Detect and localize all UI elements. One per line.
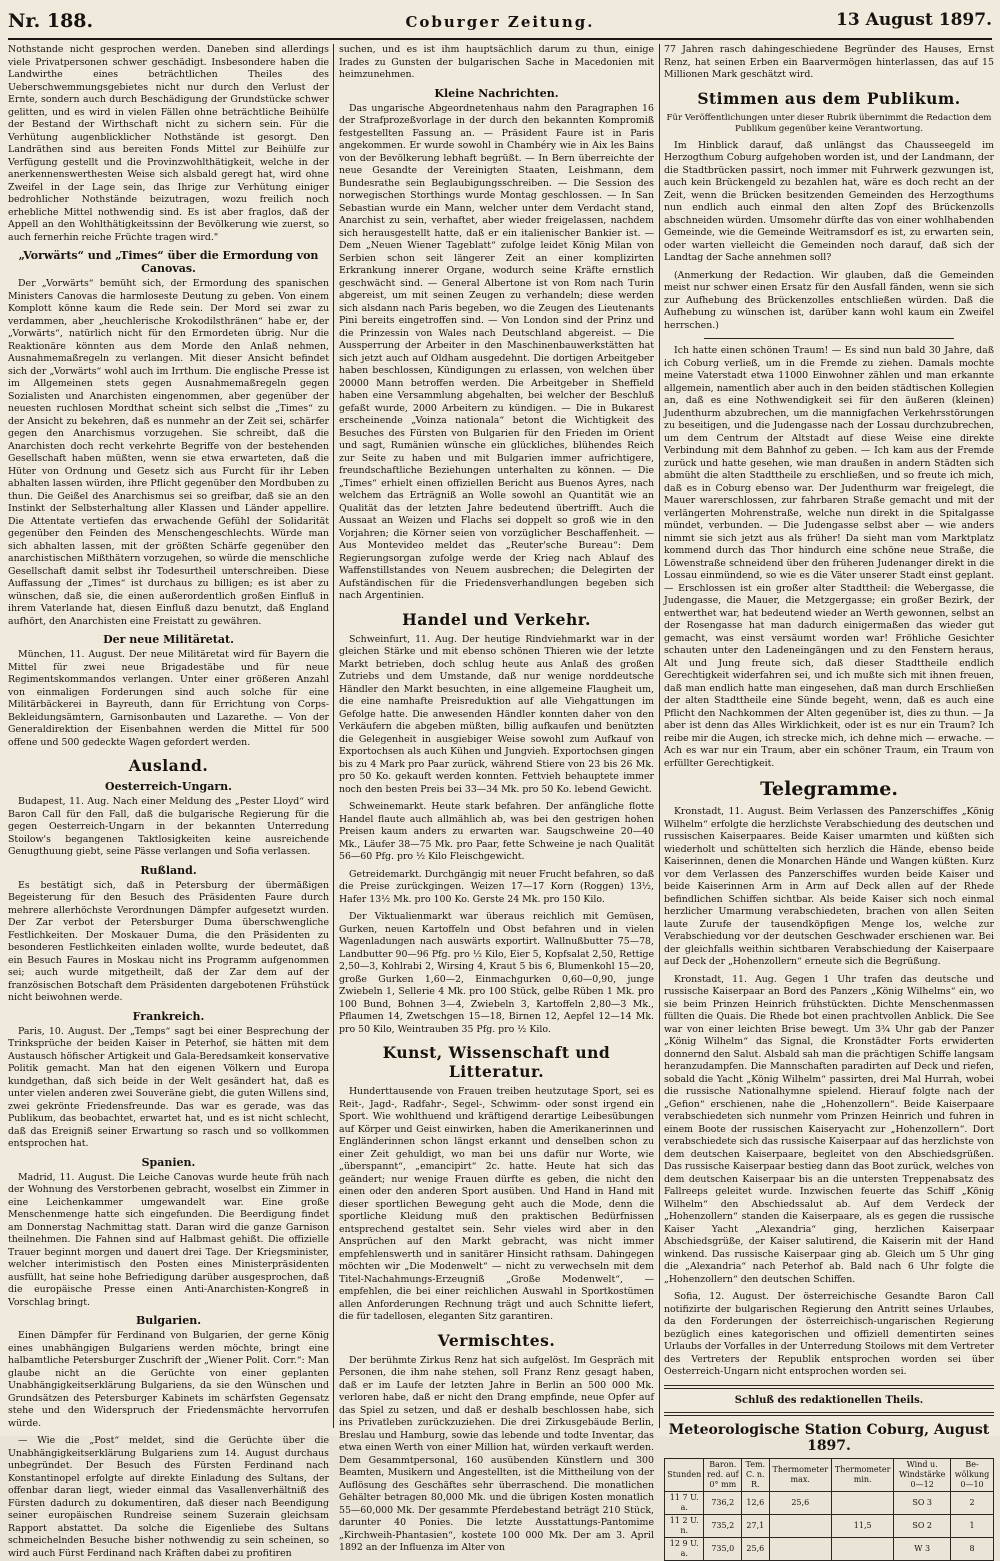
editorial-note: Für Veröffentlichungen unter dieser Rubrik übernimmt die Redaction dem Publikum gegenüber keine Verantwortung. (666, 112, 992, 134)
newspaper-name: Coburger Zeitung. (405, 13, 595, 31)
column-2 (339, 44, 654, 1553)
table-cell (769, 1537, 831, 1560)
article-paragraph: Getreidemarkt. Durchgängig mit neuer Frucht befahren, so daß die Preise zurückgingen. Weizen 17—17 Korn (Roggen) 13½, Hafer 13½ Mk. pro 100 Ko. Gerste 24 Mk. pro 150 Kilo. (339, 868, 654, 905)
table-row (665, 1514, 994, 1537)
article-paragraph: Budapest, 11. Aug. Nach einer Meldung des „Pester Lloyd“ wird Baron Call für den Fall, daß die bulgarische Regierung für die gegen Oesterreich-Ungarn in der bekannten Unterredung Stoilow's begangenen Taktlosigkeiten keine ausreichende Genugthuung giebt, seine Pässe verlangen und Sofia verlassen. (8, 796, 329, 857)
country-heading: Bulgarien. (135, 1314, 202, 1327)
table-header: Stunden (665, 1458, 704, 1491)
article-paragraph: Das ungarische Abgeordnetenhaus nahm den Paragraphen 16 der Strafprozeßvorlage in der durch den bekannten Kompromiß festgestellten Fassung an. — Präsident Faure ist in Paris angekommen. Er wurde sowohl in Chambéry wie in Aix les Bains von der Bevölkerung lebhaft begrüßt. — In Bern überreichte der neue Gesandte der Vereinigten Staaten, Leishmann, dem Bundesrathe sein Beglaubigungsschreiben. — Die Session des norwegischen Storthings wurde Montag geschlossen. — In San Sebastian wurde ein Mann, welcher unter dem Verdacht stand, Anarchist zu sein, verhaftet, aber wieder freigelassen, nachdem sich herausgestellt hatte, daß er ein italienischer Bankier ist. — Dem „Neuen Wiener Tageblatt“ zufolge leidet König Milan von Serbien schon seit längerer Zeit an einer komplizirten Erkrankung innerer Organe, wodurch seine Kräfte ernstlich geschwächt sind. — General Albertone ist von Rom nach Turin abgereist, um mit seinen Zeugen zu verhandeln; diese werden sich alsdann nach Paris begeben, wo die Zeugen des Lieutenants Pini bereits eingetroffen sind. — Von London sind der Prinz und die Prinzessin von Wales nach Deutschland abgereist. — Die Aussperrung der Arbeiter in den Maschinenbauwerkstätten hat sich jetzt auch auf Oldham ausgedehnt. Die dortigen Arbeitgeber haben beschlossen, Kündigungen zu erlassen, von welchen über 20000 Mann betroffen werden. Die Arbeitgeber in Sheffield haben eine Versammlung abgehalten, bei welcher der Beschluß gefaßt wurde, 2000 Arbeitern zu kündigen. — Die in Bukarest erscheinende „Voinza nationala“ betont die Wichtigkeit des Besuches des Fürsten von Bulgarien für den Frieden im Orient und sagt, Rumänien wünsche ein glückliches, blühendes Reich zur Seite zu haben und mit Bulgarien immer aufrichtigere, freundschaftliche Beziehungen unterhalten zu können. — Die „Times“ erhielt einen offiziellen Bericht aus Buenos Ayres, nach welchem das Erträgniß an Wolle sowohl an Quantität wie an Qualität das der letzten Jahre bedeutend übertrifft. Auch die Aussaat an Weizen und Flachs sei doppelt so groß wie in den Vorjahren; die Körner seien von vorzüglicher Beschaffenheit. — Aus Montevideo meldet das „Reuter'sche Bureau“: Dem Regierungsorgan zufolge werde der Krieg nach Ablauf des Waffenstillstandes von Neuem ausbrechen; die Delegirten der Aufständischen für die Friedensverhandlungen begeben sich nach Argentinien. (339, 102, 654, 601)
editorial-end-note: Schluß des redaktionellen Theils. (734, 1394, 924, 1406)
article-heading: Der neue Militäretat. (103, 633, 234, 646)
section-heading: Kunst, Wissenschaft und Litteratur. (382, 1043, 611, 1081)
article-paragraph: — Wie die „Post“ meldet, sind die Gerüchte über die Unabhängigkeitserklärung Bulgariens zum 14. August durchaus unbegründet. Der Besuch des Fürsten Ferdinand nach Konstantinopel erfolgte auf direkte Einladung des Sultans, der offenbar daran liegt, wieder einmal das Vasallenverhältniß des Fürsten dadurch zu dokumentiren, daß dieser nach Beendigung seiner europäischen Rundreise seinem Suzerain gleichsam Rapport abstattet. Da solche die Eigenliebe des Sultans schmeichelnden Besuche bisher nothwendig zu sein scheinen, so wird auch Fürst Ferdinand nach Kräften dabei zu profitiren (8, 1435, 329, 1559)
issue-number: Nr. 188. (8, 10, 94, 32)
issue-date: 13 August 1897. (836, 10, 992, 30)
article-paragraph: Nothstande nicht gesprochen werden. Daneben sind allerdings viele Privatpersonen schwer geschädigt. Insbesondere haben die Landwirthe eines beträchtlichen Theiles des Ueberschwemmungsgebietes nicht nur durch den Verlust der Ernte, sondern auch durch Beschädigung der Grundstücke schwer gelitten, und es wird in vielen Fällen ohne beträchtliche Beihülfe der Bestand der Wirthschaft nicht zu sichern sein. Für die Verhütung augenblicklicher Nothstände ist gesorgt. Den Landräthen sind aus bereiten Fonds Mittel zur Beihülfe zur Verfügung gestellt und die Provinzwohlthätigkeit, welche in der anerkennenswerthesten Weise sich alsbald geregt hat, wird ohne Zweifel in der Lage sein, das Ihrige zur Verhütung einiger bedrohlicher Nothstände beizutragen, wozu freilich noch erhebliche Mittel nothwendig sind. Es ist aber fraglos, daß der Appell an den Wohlthätigkeitssinn der Bevölkerung wie zuerst, so auch fernerhin reiche Früchte tragen wird." (8, 44, 329, 243)
article-heading: „Vorwärts“ und „Times“ über die Ermordung von Canovas. (18, 249, 319, 275)
table-header: Baron. red. auf 0° mm (704, 1458, 742, 1491)
table-cell: 2 (951, 1491, 994, 1514)
article-paragraph: München, 11. August. Der neue Militäretat wird für Bayern die Mittel für zwei neue Brigadestäbe und für neue Regimentskommandos verlangen. Unter einer größeren Anzahl von einmaligen Forderungen sind auch solche für eine Militärbäckerei in Bayreuth, dann für Errichtung von Corps-Bekleidungsämtern, Garnisonbauten und Lazarethe. — Von der Generaldirektion der Eisenbahnen werden die Mittel für 500 offene und 500 gedeckte Wagen gefordert werden. (8, 649, 329, 748)
article-paragraph: Es bestätigt sich, daß in Petersburg der übermäßigen Begeisterung für den Besuch des Präsidenten Faure durch mehrere allerhöchste Verordnungen Dämpfer aufgesetzt wurden. Der Zar verbot der Petersburger Duma überschwengliche Festlichkeiten. Der Moskauer Duma, die den Präsidenten zu besonderen Festlichkeiten einladen wollte, wurde bedeutet, daß ein Besuch Faures in Moskau nicht ins Programm aufgenommen sei; auch wurde mitgetheilt, daß der Zar dem auf der französischen Botschaft dem Präsidenten dargebotenen Frühstück nicht beiwohnen werde. (8, 879, 329, 1003)
table-cell: 11,5 (832, 1514, 894, 1537)
table-cell: 736,2 (704, 1491, 742, 1514)
weather-table (664, 1458, 994, 1561)
article-heading: Kleine Nachrichten. (434, 86, 559, 100)
article-paragraph: Ich hatte einen schönen Traum! — Es sind nun bald 30 Jahre, daß ich Coburg verließ, um in die Fremde zu ziehen. Damals mochte meine Vaterstadt etwa 11000 Einwohner zählen und man erkannte allgemein, namentlich aber auch in den beiden städtischen Kollegien an, daß es eine Nothwendigkeit sei für den äußeren (kleinen) Judenthurm abzubrechen, um die mannigfachen Verkehrsstörungen zu beseitigen, und die Judengasse nach der Lossau durchzubrechen, um dem Centrum der Altstadt auf diese Weise eine direkte Verbindung mit dem Bahnhof zu geben. — Ich kam aus der Fremde zurück und hatte gesehen, wie man draußen in andern Städten sich abmüht die alten Stadttheile zu erschließen, und so freute ich mich, daß es in Coburg ebenso war. Der Judenthurm war freigelegt, die Mauer warerschlossen, zur fahrbaren Straße gemacht und mit der verlängerten Mohrenstraße, welche nun direkt in die Spitalgasse mündet, verbunden. — Die Judengasse selbst aber — wie anders nimmt sie sich jetzt aus als früher! Da sieht man vom Marktplatz kommend durch das Thor hindurch eine schöne neue Straße, die Löwenstraße schneidend über den früheren Judenanger direkt in die Lossau einmündend, so wie es die Väter unserer Stadt einst geplant. — Erschlossen ist ein großer alter Stadttheil: die Webergasse, die Judengasse, die Mauer, die Metzgergasse; ein großer Bezirk, der entwerthet war, hat bedeutend wieder an Werth gewonnen, selbst an der Rosengasse hat man dadurch einigermaßen das wieder gut gemacht, was einst versäumt worden war! Fröhliche Gesichter schauten unter den Ladeneingängen und zu den Fenstern heraus, Alt und Jung freute sich, daß dieser Stadttheile endlich Gerechtigkeit widerfahren sei, und ich mußte sich mit ihnen freuen, daß man endlich hatte man eingesehen, daß man durch Erschließen der alten Stadttheile eine Sünde begeht, wenn, daß es auch eine Pflicht den Nachkommen der Alten gegenüber ist, dies zu thun. — Ja aber ist denn das Alles Wirklichkeit, oder ist es nur ein Traum? Ich reibe mir die Augen, ich strecke mich, ich dehne mich — erwache. — Ach es war nur ein Traum, aber ein schöner Traum, ein Traum von erfüllter Gerechtigkeit. (664, 345, 994, 769)
table-cell: 25,6 (769, 1491, 831, 1514)
article-paragraph: Schweinfurt, 11. Aug. Der heutige Rindviehmarkt war in der gleichen Stärke und mit ebenso schönen Thieren wie der letzte Markt betrieben, doch schlug heute aus Anlaß des großen Zutriebs und dem Umstande, daß nur wenige norddeutsche Händler den Markt besuchten, in eine allgemeine Flaugheit um, die eine namhafte Preisreduktion auf alle Viehgattungen im Gefolge hatte. Die anwesenden Händler konnten daher von den Verkäufern die abgeben müßten, billig aufkaufen und benützten die Gelegenheit in ausgiebiger Weise sowohl zum Aufkauf von Exportochsen als auch Kühen und Jungvieh. Exportochsen gingen bis zu 4 Mark pro Paar zurück, während Stiere von 23 bis 26 Mk. pro 50 Ko. gekauft werden konnten. Fettvieh behauptete immer noch den besten Preis bei 33—34 Mk. pro 50 Ko. lebend Gewicht. (339, 633, 654, 795)
country-heading: Frankreich. (132, 1009, 205, 1023)
table-cell: 27,1 (742, 1514, 769, 1537)
table-row (665, 1537, 994, 1560)
table-cell: 8 (951, 1537, 994, 1560)
column-1 (8, 44, 329, 1559)
article-paragraph: Paris, 10. August. Der „Temps“ sagt bei einer Besprechung der Trinksprüche der beiden Kaiser in Peterhof, sie hätten mit dem Austausch höfischer Artigkeit und Gala-Beredsamkeit konservative Politik gemacht. Man hat den eigenen Völkern und Europa kundgethan, daß sich beide in der Welt gesändert hat, daß es unter vielen anderen zwei Souveräne giebt, die guten Willens sind, zwei gekrönte Friedensfreunde. Das war es gerade, was das Publikum, das beobachtet, erwartet hat, und es ist nicht schlecht, daß das Ereigniß seiner Erwartung so rasch und so vollkommen entsprochen hat. (8, 1025, 329, 1149)
table-header-row (665, 1458, 994, 1491)
article-paragraph: Kronstadt, 11. Aug. Gegen 1 Uhr trafen das deutsche und russische Kaiserpaar an Bord des Panzers „König Wilhelms“ ein, wo sie beim Prinzen Heinrich frühstückten. Dichte Menschenmassen füllten die Quais. Die Rhede bot einen prachtvollen Anblick. Die See war von einer leichten Brise bewegt. Um 3¾ Uhr gab der Panzer „König Wilhelm“ das Signal, die Kronstädter Forts erwiderten donnernd den Salut. Alsbald sah man die prächtigen Schiffe langsam heranzudampfen. Die Mannschaften paradirten auf Deck und riefen, sobald die Yacht „König Wilhelm“ passirten, drei Mal Hurrah, wobei die russische Nationalhymne spielend. Hierauf folgte nach der „Gefion“ erschienen, nahe die „Hohenzollern“. Beide Kaiserpaare verabschiedeten sich nunmehr vom Prinzen Heinrich und fuhren in einem Boote der russischen Kaiseryacht zur „Hohenzollern“. Dort verabschiedete sich das russische Kaiserpaar auf das herzlichste von dem deutschen Kaiserpaare, begleitet von den Abschiedsgrüßen. Das russische Kaiserpaar bestieg dann das Boot zurück, welches von dem deutschen Kaiserpaar bis an die untersten Treppenabsatz des Fallreeps geleitet wurde. Inzwischen feuerte das Schiff „König Wilhelm“ den Abschiedssalut ab. Auf dem Verdeck der „Hohenzollern“ standen die Kaiserpaare, als es gegen die russische Kaiser Yacht „Alexandria“ ging, herzlichen Kaiserpaar Abschiedsgrüße, der Kaiser salutirend, die Kaiserin mit der Hand winkend. Das russische Kaiserpaar ging ab. Gleich um 5 Uhr ging die „Alexandria“ nach Peterhof ab. Bald nach 6 Uhr folgte die „Hohenzollern“ den deutschen Schiffen. (664, 973, 994, 1285)
weather-station-title: Meteorologische Station Coburg, August 1897. (668, 1421, 990, 1454)
article-paragraph: 77 Jahren rasch dahingeschiedene Begründer des Hauses, Ernst Renz, hat seinen Erben ein Baarvermögen hinterlassen, das auf 15 Millionen Mark geschätzt wird. (664, 44, 994, 80)
table-cell: 12 9 U. a. (665, 1537, 704, 1560)
article-paragraph: Schweinemarkt. Heute stark befahren. Der anfängliche flotte Handel flaute auch allmählich ab, was bei den gestrigen hohen Preisen kaum anders zu erwarten war. Saugschweine 20—40 Mk., Läufer 38—75 Mk. pro Paar, fette Schweine je nach Qualität 56—60 Pfg. pro ½ Kilo Fleischgewicht. (339, 801, 654, 862)
section-heading: Handel und Verkehr. (402, 609, 591, 629)
table-cell: SO 2 (894, 1514, 951, 1537)
table-cell: 11 7 U. a. (665, 1491, 704, 1514)
column-rule (659, 44, 660, 1428)
article-paragraph: suchen, und es ist ihm hauptsächlich darum zu thun, einige Irades zu Gunsten der bulgarischen Sache in Macedonien mit heimzunehmen. (339, 44, 654, 80)
country-heading: Oesterreich-Ungarn. (105, 780, 232, 793)
divider (664, 1385, 994, 1389)
article-paragraph: Hunderttausende von Frauen treiben heutzutage Sport, sei es Reit-, Jagd-, Radfahr-, Segel-, Schwimm- oder sonst irgend ein Sport. Wie wohlthuend und kräftigend derartige Leibesübungen auf Körper und Geist einwirken, haben die Amerikanerinnen und Engländerinnen schon längst erkannt und denselben schon zu einer Zeit gehuldigt, wo man bei uns dafür nur Worte, wie „überspannt“, „emancipirt“ 2c. hatte. Heute hat sich das geändert; nur wenige Frauen dürfte es geben, die nicht den einen oder den anderen Sport ausüben. Und Hand in Hand mit dieser sportlichen Bewegung geht auch die Mode, denn die sportliche Kleidung muß den praktischen Bedürfnissen entsprechend gestaltet sein. Sehr vieles wird aber in den Ansprüchen auf den Markt gebracht, was nicht immer empfehlenswerth und in sanitärer Hinsicht rathsam. Dahingegen möchten wir „Die Modenwelt“ — nicht zu verwechseln mit dem Titel-Nachahmungs-Erzeugniß „Große Modenwelt“, — empfehlen, die bei einer reichlichen Auswahl in Sportkostümen allen Anforderungen Rechnung trägt und auch Schnitte liefert, die für tadellosen, eleganten Sitz garantiren. (339, 1086, 654, 1322)
divider (704, 338, 954, 339)
article-paragraph: Im Hinblick darauf, daß unlängst das Chausseegeld im Herzogthum Coburg aufgehoben worden ist, und der Landmann, der die Stadtbrücken passirt, noch immer mit Fuhrwerk gezwungen ist, auch kein Brückengeld zu bezahlen hat, wäre es doch recht an der Zeit, wenn die Brücken besitzenden Gemeinden des Herzogthums nun endlich auch einmal den alten Zopf des Brückenzolls abschneiden würden. Umsomehr dürfte das von einer wohlhabenden Gemeinde, wie die Gemeinde Weitramsdorf es ist, zu erwarten sein, oder warten vielleicht die Gemeinden noch darauf, daß sich der Landtag der Sache annehmen soll? (664, 139, 994, 263)
column-3 (664, 44, 994, 1558)
table-header: Be-wölkung 0—10 (951, 1458, 994, 1491)
masthead (8, 10, 992, 40)
article-paragraph: Einen Dämpfer für Ferdinand von Bulgarien, der gerne König eines unabhängigen Bulgariens werden möchte, bringt eine halbamtliche Petersburger Zuschrift der „Wiener Polit. Corr.“: Man glaube nicht an die Gerüchte von einer geplanten Unabhängigkeitserklärung Bulgariens, da sie den Wünschen und Grundsätzen des Petersburger Kabinets im schärfsten Gegensatz stehe und den Widerspruch der Friedensmächte hervorrufen würde. (8, 1330, 329, 1429)
divider (664, 1412, 994, 1416)
table-cell: 735,2 (704, 1514, 742, 1537)
table-cell: 25,6 (742, 1537, 769, 1560)
article-paragraph: Der „Vorwärts“ bemüht sich, der Ermordung des spanischen Ministers Canovas die harmloseste Deutung zu geben. Von einem Komplott könne kaum die Rede sein. Der Mord sei zwar zu verdammen, aber „heuchlerische Krokodilsthränen“ habe er, der „Vorwärts“, natürlich nicht für den Ermordeten übrig. Nur die Reaktionäre könnten aus dem Morde den Anlaß nehmen, Ausnahmemaßregeln zu verlangen. Mit dieser Ansicht befindet sich der „Vorwärts“ wohl auch im Irrthum. Die englische Presse ist im Allgemeinen stets gegen Ausnahmemaßregeln gegen Sozialisten und Anarchisten eingenommen, aber gegenüber der neuesten ruchlosen Mordthat scheint sich selbst die „Times“ zu der Ansicht zu bekehren, daß es nunmehr an der Zeit sei, schärfer gegen den Anarchismus vorzugehen. Sie schreibt, daß die Anarchisten doch recht verkehrte Begriffe von der bestehenden Gesellschaft haben müßten, wenn sie etwa erwarteten, daß die Hüter von Ordnung und Gesetz sich aus Furcht für ihr Leben abhalten lassen würden, ihre Pflicht gegenüber den Mordbuben zu thun. Die Geißel des Anarchismus sei so greifbar, daß sie an den Instinkt der Selbsterhaltung aller Klassen und Länder appellire. Die Attentate vertiefen das erwachende Gefühl der Solidarität gegenüber den Feinden des Menschengeschlechts. Würde man sich abhalten lassen, mit der größten Schärfe gegenüber den anarchistischen Mißthätern vorzugehen, so würde die menschliche Gesellschaft damit selbst ihr Todesurtheil unterschreiben. Diese Auffassung der „Times“ ist durchaus zu billigen; es ist aber zu wünschen, daß sie, die einen außerordentlich großen Einfluß in ihrem Vaterlande hat, diesen Einfluß dazu benutzt, daß England aufhört, den Anarchisten eine Freistatt zu gewähren. (8, 278, 329, 627)
article-paragraph: Sofia, 12. August. Der österreichische Gesandte Baron Call notifizirte der bulgarischen Regierung den Antritt seines Urlaubes, da den Forderungen der österreichisch-ungarischen Regierung bezüglich eines kategorischen und offiziell dementirten seines Urlaubs der Vorfalles in der Unterredung Stoilows mit dem Vertreter des Vertreters der Republik entsprochen worden sei über Oesterreich-Ungarn nicht entsprochen worden sei. (664, 1291, 994, 1377)
country-heading: Spanien. (141, 1155, 196, 1169)
article-paragraph: Der Viktualienmarkt war überaus reichlich mit Gemüsen, Gurken, neuen Kartoffeln und Obst befahren und in vielen Wagenladungen nach auswärts exportirt. Wallnußbutter 75—78, Landbutter 90—96 Pfg. pro ½ Kilo, Eier 5, Kopfsalat 2,50, Rettige 2,50—3, Kohlrabi 2, Wirsing 4, Kraut 5 bis 6, Blumenkohl 15—20, große Gurken 1,60—2, Einmachgurken 0,60—0,90, junge Zwiebeln 1, Sellerie 4 Mk. pro 100 Stück, gelbe Rüben 1 Mk. pro 100 Bund, Bohnen 3—4, Zwiebeln 3, Kartoffeln 2,80—3 Mk., Pflaumen 14, Zwetschgen 15—18, Birnen 12, Aepfel 12—14 Mk. pro 50 Kilo, Weintrauben 35 Pfg. pro ½ Kilo. (339, 911, 654, 1035)
table-header: Thermometer max. (769, 1458, 831, 1491)
section-heading: Vermischtes. (437, 1330, 556, 1350)
section-heading: Stimmen aus dem Publikum. (697, 88, 961, 108)
article-paragraph: Kronstadt, 11. August. Beim Verlassen des Panzerschiffes „König Wilhelm“ erfolgte die herzlichste Verabschiedung des deutschen und russischen Kaiserpaares. Beide Kaiser umarmten und küßten sich wiederholt und schüttelten sich herzlich die Hände, ebenso beide Kaiserinnen, denen die Monarchen Hände und Wangen küßten. Kurz vor dem Verlassen des Panzerschiffes wurden beide Kaiser und beide Kaiserinnen Arm in Arm auf Deck allen auf der Rhede befindlichen Schiffen sichtbar. Als beide Kaiser sich noch einmal herzlicher Umarmung verabschiedeten, brachen von allen Seiten laute Zurufe der tausendköpfigen Menge los, welche zur Verabschiedung vor der deutschen Geschwader erschienen war. Bei der gleichfalls weithin sichtbaren Verabschiedung der Kaiserpaare auf Deck der „Hohenzollern“ erneute sich die Begrüßung. (664, 806, 994, 967)
column-rule (333, 44, 334, 1428)
section-heading: Ausland. (128, 756, 209, 775)
table-header: Wind u. Windstärke 0—12 (894, 1458, 951, 1491)
table-cell: W 3 (894, 1537, 951, 1560)
table-cell (832, 1537, 894, 1560)
table-cell: 1 (951, 1514, 994, 1537)
table-cell: 11 2 U. n. (665, 1514, 704, 1537)
table-row (665, 1491, 994, 1514)
article-paragraph: Madrid, 11. August. Die Leiche Canovas wurde heute früh nach der Wohnung des Verstorbenen gebracht, woselbst ein Zimmer in eine Leichenkammer umgewandelt war. Eine große Menschenmenge hatte sich eingefunden. Die Beerdigung findet am Donnerstag Nachmittag statt. Daran wird die ganze Garnison theilnehmen. Die Fahnen sind auf Halbmast gehißt. Die offizielle Trauer beginnt morgen und dauert drei Tage. Der Kriegsminister, welcher interimistisch den Posten eines Ministerpräsidenten ausfüllt, hat seine hohe Befriedigung darüber ausgesprochen, daß die europäische Presse einen Anti-Anarchisten-Kongreß in Vorschlag bringt. (8, 1171, 329, 1308)
section-heading: Telegramme. (760, 778, 898, 800)
table-header: Thermometer min. (832, 1458, 894, 1491)
table-cell: 12,6 (742, 1491, 769, 1514)
article-paragraph: (Anmerkung der Redaction. Wir glauben, daß die Gemeinden meist nur schwer einen Ersatz für den Ausfall fänden, wenn sie sich zur Aufhebung des Brückenzolles entschließen würden. Daß die Aufhebung zu wünschen ist, darüber kann wohl kaum ein Zweifel herrschen.) (664, 269, 994, 331)
table-cell (832, 1491, 894, 1514)
table-cell: 735,0 (704, 1537, 742, 1560)
table-cell: SO 3 (894, 1491, 951, 1514)
table-cell (769, 1514, 831, 1537)
country-heading: Rußland. (140, 863, 197, 877)
table-header: Tem. C. n. R. (742, 1458, 769, 1491)
article-paragraph: Der berühmte Zirkus Renz hat sich aufgelöst. Im Gespräch mit Personen, die ihm nahe stehen, soll Franz Renz gesagt haben, daß er im Laufe der letzten Jahre in Berlin an 500 000 Mk. verloren habe, daß er nicht den Drang empfinde, neue Opfer auf das Spiel zu setzen, und daß er deshalb beschlossen habe, sich ins Privatleben zurückzuziehen. Die drei Zirkusgebäude Berlin, Breslau und Hamburg, sowie das lebende und todte Inventar, das etwa einen Werth von einer Million hat, würden verkauft werden. Dem Gesammtpersonal, 160 ausübenden Künstlern und 300 Beamten, Musikern und Angestellten, ist die Mittheilung von der Auflösung des Geschäftes sehr überraschend. Die monatlichen Gehälter betragen 80,000 Mk. und die übrigen Kosten monatlich 55—60,000 Mk. Der gesammte Pferdebestand beträgt 210 Stück, darunter 40 Ponies. Die letzte Ausstattungs-Pantomime „Kirchweih-Phantasien“, kostete 100 000 Mk. Der am 3. April 1892 an der Influenza im Alter von (339, 1354, 654, 1553)
